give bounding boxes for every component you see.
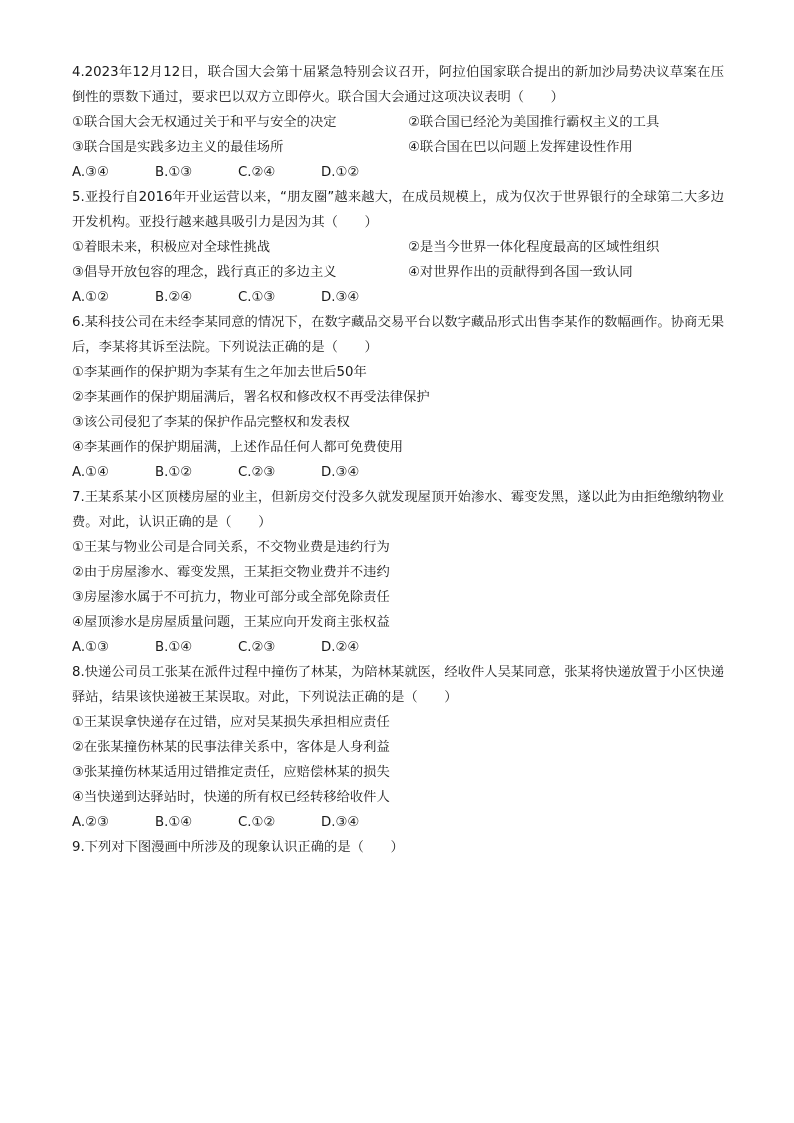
option-2: ②李某画作的保护期届满后，署名权和修改权不再受法律保护 <box>72 390 430 405</box>
answer-choice-b: B.①④ <box>155 640 193 655</box>
answer-choice-a: A.①③ <box>72 640 109 655</box>
option-3: ③张某撞伤林某适用过错推定责任，应赔偿林某的损失 <box>72 765 390 780</box>
question-4 <box>72 60 724 185</box>
option-4: ④屋顶渗水是房屋质量问题，王某应向开发商主张权益 <box>72 615 390 630</box>
question-6 <box>72 310 724 485</box>
answer-choice-d: D.③④ <box>321 815 360 830</box>
option-2: ②在张某撞伤林某的民事法律关系中，客体是人身利益 <box>72 740 390 755</box>
question-stem: 9.下列对下图漫画中所涉及的现象认识正确的是（ ） <box>72 840 404 855</box>
answer-choice-d: D.①② <box>321 165 360 180</box>
answer-choices <box>72 160 724 185</box>
answer-choice-b: B.②④ <box>155 290 193 305</box>
answer-choice-d: D.③④ <box>321 465 360 480</box>
answer-choice-b: B.①③ <box>155 165 193 180</box>
question-stem: 7.王某系某小区顶楼房屋的业主，但新房交付没多久就发现屋顶开始渗水、霉变发黑，遂以此为由拒绝缴纳物业费。对此，认识正确的是（ ） <box>72 490 724 530</box>
option-1: ①着眼未来，积极应对全球性挑战 <box>72 240 271 255</box>
answer-choices <box>72 285 724 310</box>
question-7 <box>72 485 724 660</box>
option-3: ③联合国是实践多边主义的最佳场所 <box>72 140 284 155</box>
option-row <box>72 260 724 285</box>
option-row <box>72 135 724 160</box>
answer-choice-d: D.②④ <box>321 640 360 655</box>
question-stem: 5.亚投行自2016年开业运营以来，“朋友圈”越来越大，在成员规模上，成为仅次于世界银行的全球第二大多边开发机构。亚投行越来越具吸引力是因为其（ ） <box>72 190 724 230</box>
answer-choice-a: A.②③ <box>72 815 109 830</box>
option-row <box>72 235 724 260</box>
question-9 <box>72 835 724 860</box>
answer-choice-c: C.②③ <box>238 465 276 480</box>
question-stem: 4.2023年12月12日，联合国大会第十届紧急特别会议召开，阿拉伯国家联合提出的新加沙局势决议草案在压倒性的票数下通过，要求巴以双方立即停火。联合国大会通过这项决议表明（ ） <box>72 65 724 105</box>
question-8 <box>72 660 724 835</box>
answer-choices <box>72 460 724 485</box>
answer-choice-b: B.①④ <box>155 815 193 830</box>
option-1: ①联合国大会无权通过关于和平与安全的决定 <box>72 115 337 130</box>
option-1: ①王某与物业公司是合同关系，不交物业费是违约行为 <box>72 540 390 555</box>
question-5 <box>72 185 724 310</box>
option-4: ④李某画作的保护期届满，上述作品任何人都可免费使用 <box>72 440 404 455</box>
option-4: ④对世界作出的贡献得到各国一致认同 <box>408 265 633 280</box>
option-2: ②是当今世界一体化程度最高的区域性组织 <box>408 240 660 255</box>
answer-choices <box>72 810 724 835</box>
option-4: ④当快递到达驿站时，快递的所有权已经转移给收件人 <box>72 790 390 805</box>
answer-choice-c: C.①③ <box>238 290 276 305</box>
exam-page <box>72 60 724 860</box>
answer-choice-b: B.①② <box>155 465 193 480</box>
answer-choice-c: C.②④ <box>238 165 276 180</box>
answer-choice-c: C.①② <box>238 815 276 830</box>
option-2: ②由于房屋渗水、霉变发黑，王某拒交物业费并不违约 <box>72 565 390 580</box>
option-1: ①李某画作的保护期为李某有生之年加去世后50年 <box>72 365 367 380</box>
option-3: ③该公司侵犯了李某的保护作品完整权和发表权 <box>72 415 350 430</box>
option-2: ②联合国已经沦为美国推行霸权主义的工具 <box>408 115 660 130</box>
option-row <box>72 110 724 135</box>
option-3: ③房屋渗水属于不可抗力，物业可部分或全部免除责任 <box>72 590 390 605</box>
question-stem: 6.某科技公司在未经李某同意的情况下，在数字藏品交易平台以数字藏品形式出售李某作的数幅画作。协商无果后，李某将其诉至法院。下列说法正确的是（ ） <box>72 315 724 355</box>
option-3: ③倡导开放包容的理念，践行真正的多边主义 <box>72 265 337 280</box>
answer-choice-c: C.②③ <box>238 640 276 655</box>
answer-choice-a: A.③④ <box>72 165 109 180</box>
answer-choices <box>72 635 724 660</box>
option-4: ④联合国在巴以问题上发挥建设性作用 <box>408 140 633 155</box>
answer-choice-a: A.①④ <box>72 465 109 480</box>
question-stem: 8.快递公司员工张某在派件过程中撞伤了林某，为陪林某就医，经收件人吴某同意，张某将快递放置于小区快递驿站，结果该快递被王某误取。对此，下列说法正确的是（ ） <box>72 665 724 705</box>
option-1: ①王某误拿快递存在过错，应对吴某损失承担相应责任 <box>72 715 390 730</box>
answer-choice-a: A.①② <box>72 290 109 305</box>
answer-choice-d: D.③④ <box>321 290 360 305</box>
